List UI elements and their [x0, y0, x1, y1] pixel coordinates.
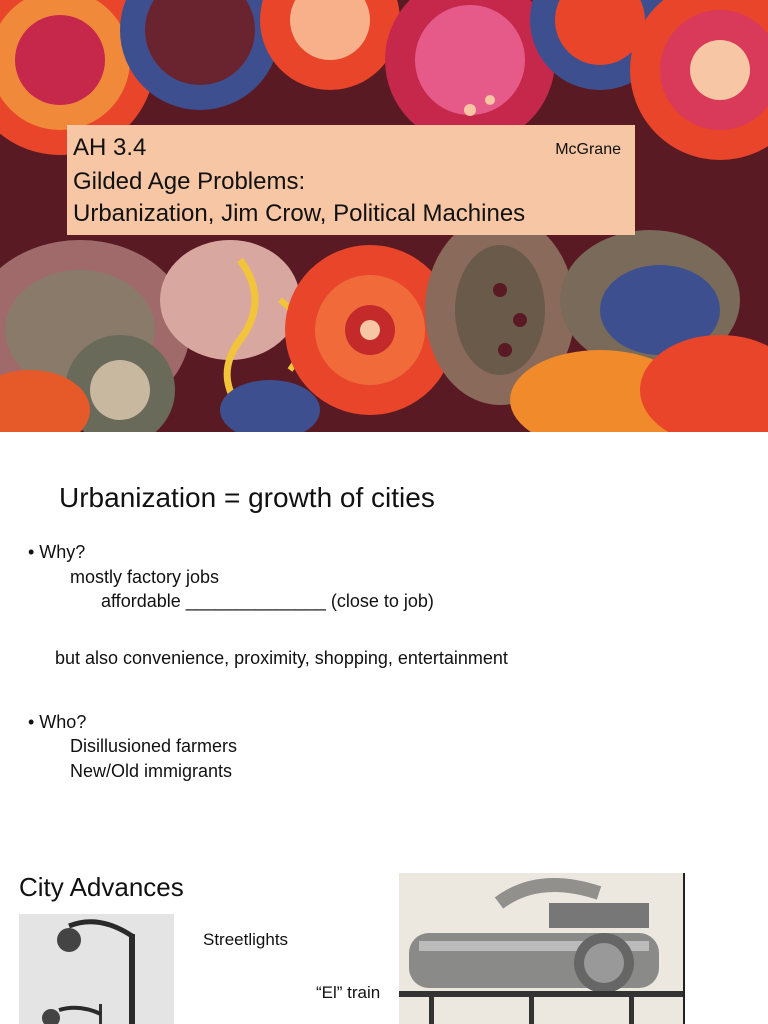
title-line-1: AH 3.4 [73, 134, 147, 161]
who-item-1: Disillusioned farmers [70, 736, 238, 756]
city-advances-slide [0, 852, 768, 1024]
streetlight-photo [19, 914, 174, 1024]
label-el-train: “El” train [316, 983, 381, 1002]
title-slide [0, 0, 768, 432]
why-bullet: • Why? [28, 542, 86, 562]
urbanization-slide [0, 432, 768, 852]
who-bullet: • Who? [28, 712, 87, 732]
label-streetlights: Streetlights [203, 930, 289, 949]
why-item-2: affordable ______________ (close to job) [101, 591, 434, 611]
also-text: but also convenience, proximity, shopping, entertainment [55, 648, 508, 668]
slide-title: Urbanization = growth of cities [59, 482, 435, 513]
author-name: McGrane [555, 141, 621, 158]
who-item-2: New/Old immigrants [70, 761, 233, 781]
title-line-2: Gilded Age Problems: [73, 168, 306, 195]
el-train-engraving [399, 873, 685, 1024]
slide-title-city-advances: City Advances [19, 872, 184, 902]
title-line-3: Urbanization, Jim Crow, Political Machines [73, 200, 526, 227]
why-item-1: mostly factory jobs [70, 567, 220, 587]
title-box [67, 125, 635, 235]
